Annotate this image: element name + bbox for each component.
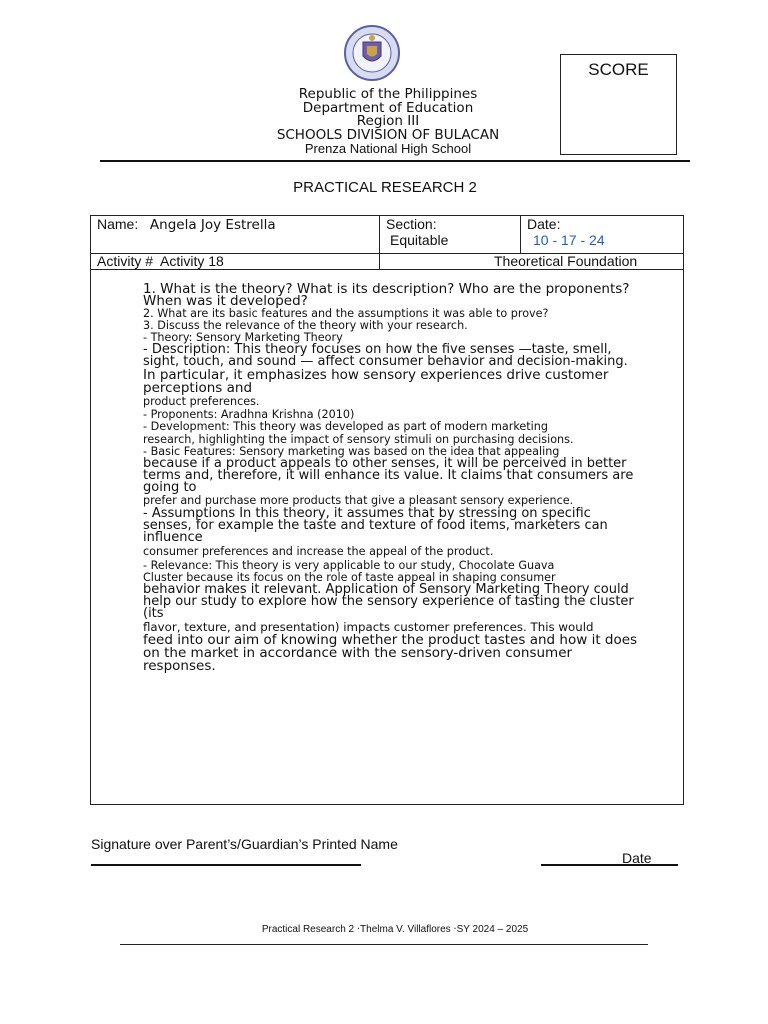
header-divider [100,160,690,162]
content-line: help our study to explore how the sensory experience of tasting the cluster [143,594,634,609]
content-line: product preferences. [143,395,260,408]
content-line: perceptions and [143,380,253,396]
footer-line [120,944,648,945]
content-line: - Basic Features: Sensory marketing was based on the idea that appealing [143,445,560,458]
section-label: Section [386,216,433,232]
student-info-table [90,215,684,270]
header-line-school: Prenza National High School [304,141,472,156]
content-line: 3. Discuss the relevance of the theory with your research. [143,319,468,332]
content-line: - Assumptions In this theory, it assumes that by stressing on specific [143,506,591,521]
section-cell: Section: Equitable [380,216,521,254]
content-line: In particular, it emphasizes how sensory experiences drive customer [143,367,609,383]
document-title: PRACTICAL RESEARCH 2 [293,179,477,196]
section-value: Equitable [390,232,449,248]
signature-line [91,864,361,866]
content-line: feed into our aim of knowing whether the product tastes and how it does [143,632,638,648]
date-value: 10 - 17 - 24 [533,232,605,248]
date-line [541,864,678,866]
page-footer: Practical Research 2 ‧Thelma V. Villaflores ‧SY 2024 – 2025 [261,924,529,935]
content-line: - Development: This theory was developed as part of modern marketing [143,420,548,433]
content-line: - Theory: Sensory Marketing Theory [143,331,343,344]
activity-value: Activity 18 [160,253,224,269]
content-line: - Description: This theory focuses on how the five senses —taste, smell, [143,342,612,357]
content-line: prefer and purchase more products that give a pleasant sensory experience. [143,494,574,507]
school-header [230,88,546,156]
header-line-division: SCHOOLS DIVISION OF BULACAN [276,126,500,143]
topic-cell [380,254,684,270]
header-line-department: Department of Education [302,99,474,116]
content-line: - Proponents: Aradhna Krishna (2010) [143,408,355,421]
deped-seal-logo [341,24,403,82]
content-line: on the market in accordance with the sensory-driven consumer [143,645,573,661]
score-label: SCORE [588,60,649,79]
score-box [560,54,677,155]
date-cell: Date: 10 - 17 - 24 [521,216,684,254]
content-line: When was it developed? [143,293,308,309]
answer-content [143,283,683,673]
date-label: Date [527,216,557,232]
name-cell: Name: Angela Joy Estrella [91,216,380,254]
name-value: Angela Joy Estrella [149,217,276,233]
content-line: responses. [143,658,216,674]
content-line: going to [143,480,197,495]
header-line-region: Region III [356,113,420,129]
content-line: research, highlighting the impact of sensory stimuli on purchasing decisions. [143,433,574,446]
content-line: consumer preferences and increase the appeal of the product. [143,545,494,558]
content-line: sight, touch, and sound — affect consumer behavior and decision-making. [143,354,628,369]
name-label: Name [97,216,135,232]
content-line: senses, for example the taste and texture of food items, marketers can [143,518,608,533]
header-line-country: Republic of the Philippines [298,86,478,102]
activity-label: Activity # [97,253,154,269]
content-line: flavor, texture, and presentation) impacts customer preferences. This would [143,620,594,634]
content-line: 1. What is the theory? What is its description? Who are the proponents? [143,281,630,297]
content-line: influence [143,530,203,545]
content-line: - Relevance: This theory is very applicable to our study, Chocolate Guava [143,559,555,572]
activity-cell [91,254,380,270]
content-line: behavior makes it relevant. Application of Sensory Marketing Theory could [143,582,629,597]
content-line: 2. What are its basic features and the assumptions it was able to prove? [143,307,549,320]
topic-text: Theoretical Foundation [494,253,638,269]
content-line: (its [143,606,164,621]
content-line: because if a product appeals to other senses, it will be perceived in better [143,456,627,471]
signature-date-label: Date [622,850,652,866]
signature-label: Signature over Parent’s/Guardian’s Printed Name [91,836,398,852]
content-line: terms and, therefore, it will enhance its value. It claims that consumers are [143,468,634,483]
content-line: Cluster because its focus on the role of taste appeal in shaping consumer [143,571,556,584]
